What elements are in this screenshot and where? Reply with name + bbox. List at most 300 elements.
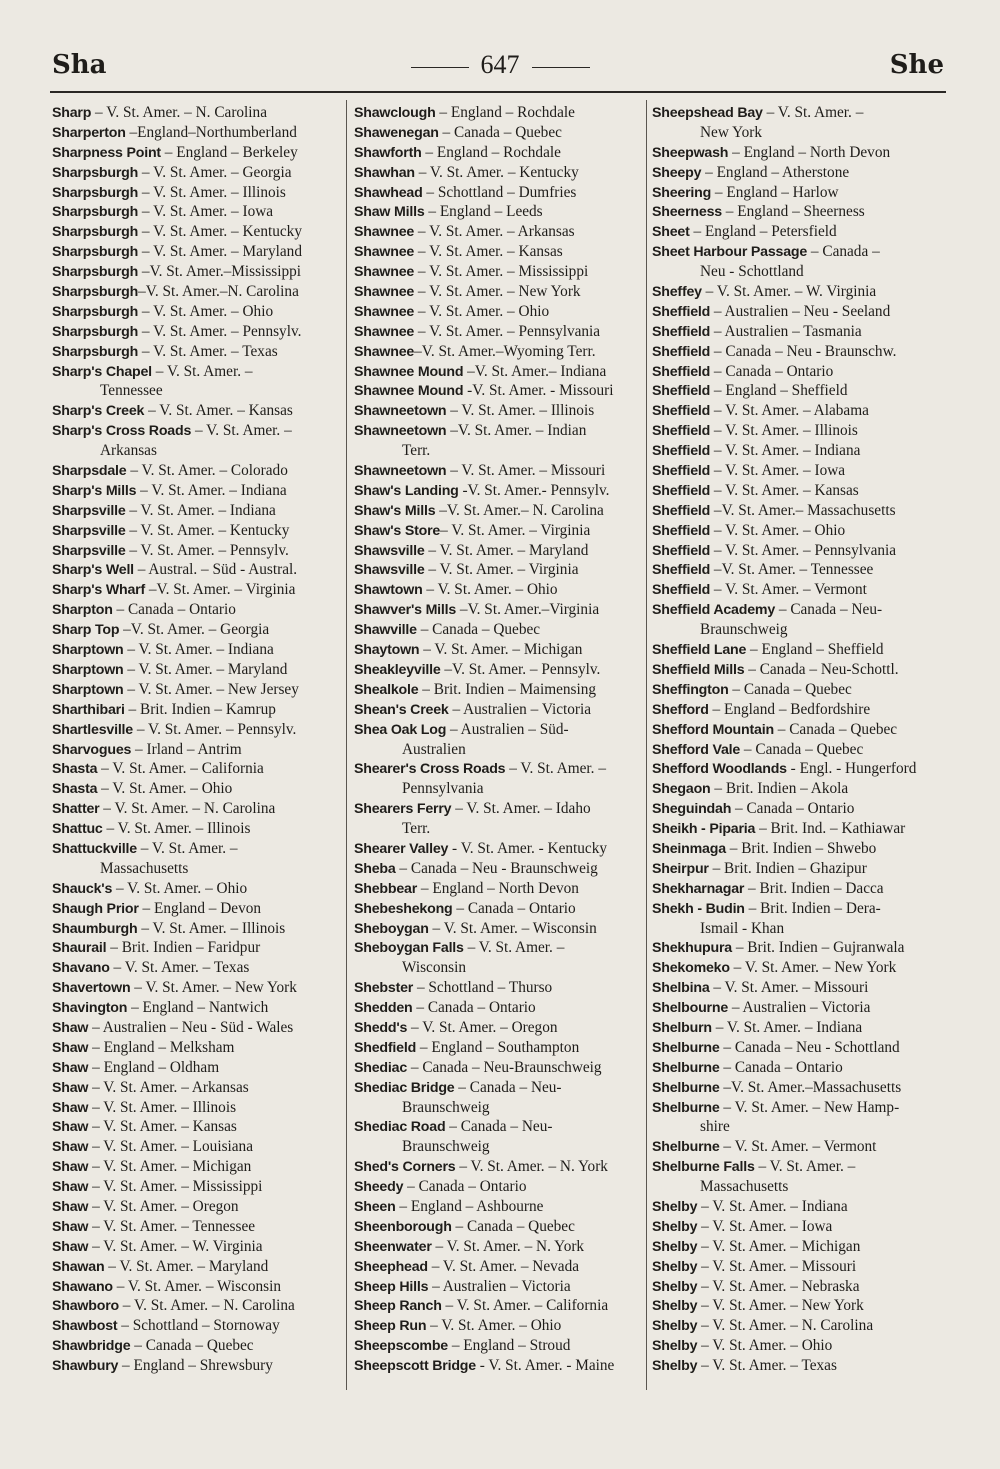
place-name: Shelby bbox=[652, 1358, 698, 1375]
place-name: Sheffield bbox=[652, 522, 711, 539]
place-location: – V. St. Amer. – bbox=[762, 104, 864, 121]
place-name: Shelby bbox=[652, 1318, 698, 1335]
entry-line bbox=[52, 660, 348, 680]
place-location: – V. St. Amer. – N. Carolina bbox=[99, 800, 276, 818]
entry-line bbox=[652, 1237, 948, 1257]
place-location: – V. St. Amer. – bbox=[136, 839, 238, 857]
place-location: – Brit. Indien – Maimensing bbox=[418, 680, 597, 698]
entry-line bbox=[652, 521, 948, 541]
place-location: – England – Melksham bbox=[88, 1038, 235, 1056]
place-name: Sharp's Creek bbox=[52, 403, 145, 420]
page-number-block bbox=[0, 50, 1000, 80]
place-name: Sheep Ranch bbox=[354, 1298, 442, 1315]
place-location: – V. St. Amer. – Indiana bbox=[123, 641, 274, 659]
place-location: – England – Ashbourne bbox=[395, 1197, 544, 1215]
place-location: – V. St. Amer. – bbox=[151, 362, 253, 380]
place-name: Sheering bbox=[652, 184, 712, 201]
place-location: – Australien – Neu - Süd - Wales bbox=[88, 1018, 294, 1036]
place-location: – V. St. Amer. – N. York bbox=[431, 1237, 585, 1255]
place-location: – V. St. Amer. – bbox=[191, 422, 292, 440]
location-continuation: Pennsylvania bbox=[402, 780, 484, 798]
entry-line bbox=[52, 839, 348, 859]
place-location: – England – Atherstone bbox=[701, 163, 850, 181]
place-location: – Canada – Ontario bbox=[710, 362, 834, 380]
place-location: – V. St. Amer. – bbox=[463, 939, 565, 957]
place-location: – V. St. Amer. – Texas bbox=[109, 959, 250, 977]
entry-line bbox=[652, 998, 948, 1018]
header-left-guideword: Sha bbox=[52, 50, 107, 80]
place-name: Sharpsburgh bbox=[52, 284, 139, 301]
place-name: Shattuc bbox=[52, 821, 103, 838]
entry-continuation bbox=[354, 1137, 650, 1157]
entry-line bbox=[652, 938, 948, 958]
place-name: Shearers Ferry bbox=[354, 801, 452, 818]
place-location: – V. St. Amer. – Ohio bbox=[710, 521, 846, 539]
place-location: – Canada – Neu-Schottl. bbox=[744, 660, 899, 678]
entry-line bbox=[354, 580, 650, 600]
place-location: – V. St. Amer. – Illinois bbox=[446, 402, 595, 420]
location-continuation: Braunschweig bbox=[700, 621, 788, 639]
place-name: Sheffield bbox=[652, 343, 711, 360]
place-location: – Canada – Quebec bbox=[740, 740, 864, 758]
entry-line bbox=[652, 183, 948, 203]
entry-line bbox=[652, 600, 948, 620]
place-name: Shelburne Falls bbox=[652, 1159, 755, 1176]
column-3 bbox=[652, 103, 948, 1376]
entry-line bbox=[652, 163, 948, 183]
entry-line bbox=[652, 242, 948, 262]
entry-line bbox=[52, 1277, 348, 1297]
entry-line bbox=[354, 401, 650, 421]
place-location: – England – Sheerness bbox=[721, 203, 865, 221]
place-name: Sheffield bbox=[652, 383, 711, 400]
entry-line bbox=[354, 322, 650, 342]
place-name: Sharpsdale bbox=[52, 463, 127, 480]
place-location: – V. St. Amer. – N. York bbox=[455, 1158, 608, 1176]
place-name: Shawforth bbox=[354, 144, 422, 161]
place-location: – V. St. Amer. – Michigan bbox=[697, 1237, 861, 1255]
place-name: Shawboro bbox=[52, 1298, 119, 1315]
place-location: – V. St. Amer. – Illinois bbox=[102, 820, 251, 838]
entry-line bbox=[52, 799, 348, 819]
entry-line bbox=[354, 381, 650, 401]
place-location: – Canada – Quebec bbox=[416, 621, 541, 639]
place-name: Sheffington bbox=[652, 681, 729, 698]
page-header bbox=[0, 46, 1000, 86]
place-location: – V. St. Amer. – Virginia bbox=[424, 561, 579, 579]
entry-line bbox=[354, 1117, 650, 1137]
place-location: – V. St. Amer. – Ohio bbox=[97, 780, 233, 798]
entry-line bbox=[652, 302, 948, 322]
place-location: – V. St. Amer. – Vermont bbox=[719, 1138, 877, 1156]
place-name: Shawnee bbox=[354, 244, 415, 261]
place-name: Shefford bbox=[652, 701, 709, 718]
place-location: – V. St. Amer. – Colorado bbox=[126, 462, 288, 480]
place-location: – V. St. Amer. – Tennessee bbox=[88, 1217, 256, 1235]
location-continuation: Australien bbox=[402, 740, 466, 758]
entry-line bbox=[52, 501, 348, 521]
entry-line bbox=[354, 680, 650, 700]
place-name: Shavington bbox=[52, 1000, 128, 1017]
place-location: – V. St. Amer. – Indiana bbox=[711, 1018, 863, 1036]
place-location: – V. St. Amer. – Kansas bbox=[144, 402, 293, 420]
place-location: – V. St. Amer. – Maryland bbox=[104, 1257, 269, 1275]
entry-line bbox=[52, 958, 348, 978]
place-name: Shelburne bbox=[652, 1059, 720, 1076]
place-location: – Brit. Indien – Ghazipur bbox=[708, 859, 867, 877]
entry-line bbox=[354, 421, 650, 441]
place-location: – V. St. Amer. – California bbox=[441, 1297, 609, 1315]
place-name: Sheffield Mills bbox=[652, 661, 745, 678]
entry-line bbox=[354, 839, 650, 859]
entry-line bbox=[52, 1157, 348, 1177]
place-name: Sharpsburgh bbox=[52, 323, 139, 340]
entry-line bbox=[652, 1316, 948, 1336]
place-name: Sharp's Well bbox=[52, 562, 134, 579]
entry-continuation bbox=[652, 262, 948, 282]
place-name: Shelbourne bbox=[652, 1000, 729, 1017]
entry-line bbox=[52, 720, 348, 740]
place-name: Shelby bbox=[652, 1238, 698, 1255]
place-location: – V. St. Amer. – Iowa bbox=[697, 1217, 833, 1235]
place-location: – Australien – Victoria bbox=[428, 1277, 571, 1295]
place-name: Shaw bbox=[52, 1119, 89, 1136]
place-name: Shelburn bbox=[652, 1019, 712, 1036]
place-location: – England – Berkeley bbox=[160, 143, 298, 161]
place-name: Shauck's bbox=[52, 880, 113, 897]
place-location: – V. St. Amer. – Indiana bbox=[710, 442, 861, 460]
place-location: – V. St. Amer. – Kentucky bbox=[414, 163, 579, 181]
location-continuation: Massachusetts bbox=[700, 1178, 789, 1196]
entry-line bbox=[354, 302, 650, 322]
entry-line bbox=[52, 640, 348, 660]
place-name: Shearer's Cross Roads bbox=[354, 761, 506, 778]
place-location: – V. St. Amer. – New York bbox=[697, 1297, 864, 1315]
entry-line bbox=[52, 302, 348, 322]
place-location: – V. St. Amer. – Idaho bbox=[451, 800, 591, 818]
place-name: Sheffield bbox=[652, 303, 711, 320]
entry-continuation bbox=[354, 819, 650, 839]
place-location: –V. St. Amer. – Georgia bbox=[119, 621, 270, 639]
place-name: Shaw bbox=[52, 1238, 89, 1255]
entry-line bbox=[354, 720, 650, 740]
entry-line bbox=[52, 600, 348, 620]
place-location: – V. St. Amer. – Oregon bbox=[88, 1197, 239, 1215]
place-name: Shegaon bbox=[652, 781, 711, 798]
entry-line bbox=[52, 1296, 348, 1316]
entry-line bbox=[652, 143, 948, 163]
place-location: – England – Devon bbox=[138, 899, 262, 917]
place-location: –V. St. Amer.–Virginia bbox=[456, 601, 600, 619]
place-location: – Canada – Neu- bbox=[454, 1078, 562, 1096]
place-location: – V. St. Amer. – N. Carolina bbox=[118, 1297, 295, 1315]
entry-line bbox=[652, 421, 948, 441]
place-location: – Canada – Ontario bbox=[452, 899, 576, 917]
place-name: Sheguindah bbox=[652, 801, 732, 818]
place-location: – V. St. Amer. – Kansas bbox=[414, 243, 563, 261]
place-name: Sharpsburgh bbox=[52, 343, 139, 360]
place-location: – V. St. Amer. – Kansas bbox=[88, 1118, 237, 1136]
place-location: - Engl. - Hungerford bbox=[786, 760, 917, 778]
place-location: – England – Sheffield bbox=[746, 641, 884, 659]
place-location: – V. St. Amer. – Georgia bbox=[138, 163, 292, 181]
place-location: – Australien – Neu - Seeland bbox=[710, 302, 891, 320]
entry-line bbox=[652, 1078, 948, 1098]
place-name: Sharptown bbox=[52, 642, 124, 659]
header-dash-left bbox=[411, 67, 469, 68]
place-location: – Austral. – Süd - Austral. bbox=[133, 561, 298, 579]
place-name: Shaumburgh bbox=[52, 920, 138, 937]
place-name: Sheepscombe bbox=[354, 1338, 448, 1355]
place-name: Sheinmaga bbox=[652, 840, 726, 857]
place-name: Shawneetown bbox=[354, 463, 447, 480]
place-location: – V. St. Amer. – Pennsylvania bbox=[414, 322, 601, 340]
place-name: Sheboygan Falls bbox=[354, 940, 464, 957]
entry-line bbox=[52, 899, 348, 919]
place-location: – V. St. Amer. – Iowa bbox=[710, 462, 846, 480]
entry-line bbox=[354, 362, 650, 382]
entry-line bbox=[354, 1058, 650, 1078]
place-location: – V. St. Amer. – Maryland bbox=[424, 541, 589, 559]
entry-line bbox=[52, 919, 348, 939]
entry-line bbox=[52, 183, 348, 203]
place-location: – Canada – Neu - Braunschw. bbox=[710, 342, 897, 360]
place-name: Shelby bbox=[652, 1198, 698, 1215]
place-location: – Australien – Victoria bbox=[728, 999, 871, 1017]
entry-line bbox=[354, 183, 650, 203]
entry-continuation bbox=[52, 441, 348, 461]
place-name: Shawnee Mound bbox=[354, 363, 464, 380]
entry-line bbox=[52, 1257, 348, 1277]
place-location: – V. St. Amer. – Pennsylv. bbox=[133, 720, 297, 738]
place-name: Shawbost bbox=[52, 1318, 118, 1335]
entry-line bbox=[52, 700, 348, 720]
entry-line bbox=[52, 998, 348, 1018]
entry-line bbox=[354, 799, 650, 819]
place-location: – England – Leeds bbox=[424, 203, 543, 221]
place-location: – Canada – Quebec bbox=[130, 1337, 254, 1355]
place-name: Sharpsville bbox=[52, 522, 126, 539]
entry-line bbox=[354, 1157, 650, 1177]
place-location: – Canada – Neu- bbox=[775, 601, 883, 619]
place-name: Shearer Valley bbox=[354, 840, 449, 857]
entry-line bbox=[354, 262, 650, 282]
place-name: Shawclough bbox=[354, 105, 436, 121]
entry-line bbox=[354, 1237, 650, 1257]
entry-line bbox=[52, 401, 348, 421]
location-continuation: Terr. bbox=[402, 820, 431, 838]
place-location: – V. St. Amer. – Michigan bbox=[419, 641, 583, 659]
place-name: Sheffield bbox=[652, 403, 711, 420]
entry-line bbox=[652, 660, 948, 680]
entry-line bbox=[652, 1157, 948, 1177]
entry-line bbox=[354, 143, 650, 163]
place-name: Shawtown bbox=[354, 582, 423, 599]
entry-line bbox=[52, 282, 348, 302]
place-location: – V. St. Amer. – Indiana bbox=[125, 501, 276, 519]
place-name: Sharpsburgh bbox=[52, 184, 139, 201]
place-location: – Schottland – Dumfries bbox=[422, 183, 577, 201]
place-name: Shaw bbox=[52, 1159, 89, 1176]
entry-line bbox=[354, 1336, 650, 1356]
place-location: – V. St. Amer. – Missouri bbox=[697, 1257, 857, 1275]
entry-line bbox=[652, 362, 948, 382]
entry-line bbox=[354, 242, 650, 262]
place-name: Sharpsburgh bbox=[52, 164, 139, 181]
place-name: Shavertown bbox=[52, 980, 131, 997]
place-name: Shasta bbox=[52, 761, 98, 778]
place-location: – V. St. Amer. – Virginia bbox=[440, 521, 591, 539]
place-location: – Brit. Indien – Gujranwala bbox=[732, 939, 905, 957]
place-name: Sheirpur bbox=[652, 860, 709, 877]
place-name: Sheen bbox=[354, 1198, 396, 1215]
place-name: Shelby bbox=[652, 1298, 698, 1315]
place-location: – V. St. Amer. – Michigan bbox=[88, 1158, 252, 1176]
place-name: Shawano bbox=[52, 1278, 113, 1295]
entry-line bbox=[354, 620, 650, 640]
place-name: Sheffield bbox=[652, 482, 711, 499]
place-name: Shawsville bbox=[354, 542, 425, 559]
entry-line bbox=[354, 103, 650, 123]
place-name: Shed's Corners bbox=[354, 1159, 456, 1176]
place-location: – Canada – Ontario bbox=[719, 1058, 843, 1076]
location-continuation: Tennessee bbox=[100, 382, 163, 400]
place-name: Sheffey bbox=[652, 284, 702, 301]
place-location: – England – Stroud bbox=[448, 1337, 571, 1355]
place-location: – Canada – Quebec bbox=[773, 720, 898, 738]
place-name: Shawnee bbox=[354, 343, 415, 360]
place-location: – Canada – Quebec bbox=[728, 680, 852, 698]
place-location: – V. St. Amer. – Iowa bbox=[138, 203, 274, 221]
place-location: – Canada – Ontario bbox=[112, 601, 236, 619]
place-location: –V. St. Amer.–Wyoming Terr. bbox=[414, 342, 596, 360]
entry-line bbox=[52, 779, 348, 799]
entry-line bbox=[652, 958, 948, 978]
place-name: Shawbridge bbox=[52, 1338, 131, 1355]
entry-continuation bbox=[652, 1177, 948, 1197]
place-location: – V. St. Amer. – Maryland bbox=[138, 243, 302, 261]
place-name: Sharthibari bbox=[52, 701, 125, 718]
entry-continuation bbox=[52, 381, 348, 401]
entry-line bbox=[354, 202, 650, 222]
entry-line bbox=[52, 143, 348, 163]
entry-line bbox=[354, 859, 650, 879]
place-name: Shekh - Budin bbox=[652, 900, 745, 917]
entry-line bbox=[52, 1197, 348, 1217]
place-location: – Irland – Antrim bbox=[131, 740, 242, 758]
page-number: 647 bbox=[480, 50, 520, 79]
entry-line bbox=[652, 759, 948, 779]
column-2 bbox=[354, 103, 650, 1376]
entry-line bbox=[52, 680, 348, 700]
entry-line bbox=[52, 560, 348, 580]
place-location: –V. St. Amer. – Virginia bbox=[145, 581, 296, 599]
place-name: Shawhan bbox=[354, 164, 415, 181]
entry-line bbox=[354, 1217, 650, 1237]
place-name: Shean's Creek bbox=[354, 701, 449, 718]
place-name: Shawnee bbox=[354, 224, 415, 241]
header-right-guideword: She bbox=[889, 50, 944, 80]
place-name: Sheboygan bbox=[354, 920, 429, 937]
entry-line bbox=[354, 163, 650, 183]
place-name: Shealkole bbox=[354, 681, 419, 698]
place-location: –V. St. Amer.– Massachusetts bbox=[710, 501, 896, 519]
place-location: – V. St. Amer. – Indiana bbox=[136, 481, 287, 499]
entry-line bbox=[652, 580, 948, 600]
entry-line bbox=[52, 1038, 348, 1058]
entry-line bbox=[354, 899, 650, 919]
place-location: -V. St. Amer. - Missouri bbox=[463, 382, 614, 400]
place-name: Sharpsburgh bbox=[52, 244, 139, 261]
entry-continuation bbox=[354, 740, 650, 760]
place-location: – V. St. Amer. – Ohio bbox=[697, 1337, 833, 1355]
place-name: Shawbury bbox=[52, 1358, 119, 1375]
entry-line bbox=[652, 720, 948, 740]
entry-line bbox=[52, 938, 348, 958]
entry-line bbox=[354, 700, 650, 720]
place-location: –V. St. Amer.– N. Carolina bbox=[435, 501, 604, 519]
place-name: Shaw's Store bbox=[354, 522, 441, 539]
place-location: – England – Oldham bbox=[88, 1058, 220, 1076]
entry-line bbox=[354, 759, 650, 779]
entry-line bbox=[652, 202, 948, 222]
place-location: –V. St. Amer. – Tennessee bbox=[710, 561, 874, 579]
place-location: – V. St. Amer. – Kentucky bbox=[125, 521, 290, 539]
place-location: – V. St. Amer. – Illinois bbox=[138, 183, 286, 201]
place-name: Sheikh - Piparia bbox=[652, 821, 756, 838]
place-location: – Canada – Quebec bbox=[451, 1217, 575, 1235]
place-location: – V. St. Amer. – New York bbox=[729, 959, 897, 977]
place-location: – V. St. Amer. – Ohio bbox=[426, 1317, 562, 1335]
entry-line bbox=[652, 978, 948, 998]
place-name: Sheffield bbox=[652, 502, 711, 519]
place-name: Sheffield bbox=[652, 542, 711, 559]
place-name: Sheep Run bbox=[354, 1318, 427, 1335]
place-name: Shelbina bbox=[652, 980, 710, 997]
place-name: Sharperton bbox=[52, 124, 126, 141]
place-name: Sharpsville bbox=[52, 502, 126, 519]
entry-line bbox=[652, 560, 948, 580]
place-location: – Australien – Tasmania bbox=[710, 322, 862, 340]
place-name: Shaw bbox=[52, 1099, 89, 1116]
place-name: Sheffield bbox=[652, 562, 711, 579]
place-name: Sheep Hills bbox=[354, 1278, 429, 1295]
entry-line bbox=[354, 1038, 650, 1058]
entry-line bbox=[652, 700, 948, 720]
place-name: Shebbear bbox=[354, 880, 418, 897]
entry-line bbox=[652, 740, 948, 760]
place-location: – V. St. Amer. – Texas bbox=[138, 342, 278, 360]
place-location: –England–Northumberland bbox=[125, 123, 297, 141]
place-location: – England – Rochdale bbox=[421, 143, 561, 161]
place-name: Sharpton bbox=[52, 602, 113, 619]
location-continuation: Ismail - Khan bbox=[700, 919, 785, 937]
place-name: Sheepshead Bay bbox=[652, 105, 763, 121]
place-name: Shediac Bridge bbox=[354, 1079, 455, 1096]
place-name: Sharp's Cross Roads bbox=[52, 423, 192, 440]
entry-line bbox=[52, 123, 348, 143]
place-name: Shavano bbox=[52, 960, 110, 977]
place-name: Shawsville bbox=[354, 562, 425, 579]
place-name: Sheepscott Bridge bbox=[354, 1358, 476, 1375]
place-name: Sheerness bbox=[652, 204, 722, 221]
place-name: Shasta bbox=[52, 781, 98, 798]
place-name: Shelby bbox=[652, 1338, 698, 1355]
place-name: Sharptown bbox=[52, 661, 124, 678]
entry-line bbox=[652, 1336, 948, 1356]
header-rule bbox=[50, 91, 946, 93]
place-location: – V. St. Amer. – N. Carolina bbox=[697, 1317, 874, 1335]
